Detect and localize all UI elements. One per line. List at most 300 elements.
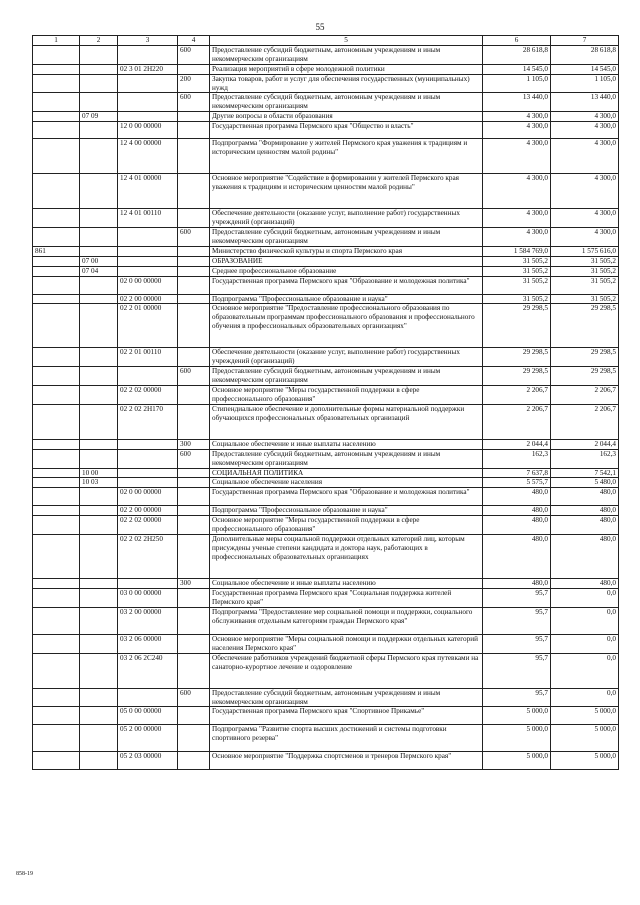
row-chapter [33, 725, 80, 752]
row-amount-2020: 29 298,5 [483, 348, 551, 367]
row-section [80, 516, 118, 535]
row-amount-2021: 14 545,0 [551, 64, 619, 74]
row-section [80, 45, 118, 64]
row-amount-2021: 0,0 [551, 607, 619, 634]
row-description: Дополнительные меры социальной поддержки отдельных категорий лиц, которым присуждены ученые степени кандидата и доктора наук, работающих в профессиональных образовательных организациях [210, 535, 483, 579]
row-amount-2020: 13 440,0 [483, 93, 551, 112]
table-row [33, 276, 619, 294]
row-chapter [33, 579, 80, 589]
table-row [33, 688, 619, 707]
row-amount-2021: 4 300,0 [551, 227, 619, 246]
row-section [80, 304, 118, 348]
row-expense-type [178, 634, 210, 653]
row-amount-2021: 2 206,7 [551, 386, 619, 405]
row-amount-2020: 31 505,2 [483, 266, 551, 276]
row-target-code [118, 74, 178, 93]
row-amount-2021: 480,0 [551, 488, 619, 506]
row-section: 07 00 [80, 256, 118, 266]
row-target-code [118, 227, 178, 246]
table-body [33, 45, 619, 770]
row-amount-2020: 1 584 769,0 [483, 246, 551, 256]
row-target-code: 03 2 00 00000 [118, 607, 178, 634]
row-description: Государственная программа Пермского края "Образование и молодежная политика" [210, 488, 483, 506]
row-expense-type [178, 64, 210, 74]
table-row [33, 64, 619, 74]
row-amount-2020: 95,7 [483, 607, 551, 634]
table-row [33, 112, 619, 122]
row-expense-type: 600 [178, 449, 210, 468]
row-description: Подпрограмма "Профессиональное образование и наука" [210, 294, 483, 304]
row-description: Социальное обеспечение и иные выплаты населению [210, 579, 483, 589]
row-amount-2021: 2 206,7 [551, 404, 619, 439]
row-section [80, 634, 118, 653]
row-description: Предоставление субсидий бюджетным, автономным учреждениям и иным некоммерческим организациям [210, 449, 483, 468]
row-amount-2020: 95,7 [483, 653, 551, 688]
row-expense-type: 600 [178, 227, 210, 246]
row-chapter [33, 266, 80, 276]
table-row [33, 752, 619, 770]
row-target-code: 03 0 00 00000 [118, 589, 178, 608]
row-expense-type: 300 [178, 439, 210, 449]
row-amount-2020: 7 637,8 [483, 468, 551, 478]
row-section [80, 209, 118, 228]
row-expense-type [178, 266, 210, 276]
row-target-code: 02 0 00 00000 [118, 488, 178, 506]
row-target-code: 05 2 00 00000 [118, 725, 178, 752]
table-row [33, 367, 619, 386]
row-chapter [33, 227, 80, 246]
row-section [80, 488, 118, 506]
row-amount-2021: 480,0 [551, 579, 619, 589]
row-amount-2020: 95,7 [483, 634, 551, 653]
row-expense-type [178, 174, 210, 209]
row-expense-type [178, 294, 210, 304]
row-chapter [33, 112, 80, 122]
header-col-5: 5 [210, 36, 483, 46]
row-amount-2021: 31 505,2 [551, 266, 619, 276]
row-section [80, 579, 118, 589]
row-section [80, 74, 118, 93]
row-target-code: 02 2 02 00000 [118, 516, 178, 535]
row-chapter [33, 139, 80, 174]
table-row [33, 74, 619, 93]
row-chapter [33, 607, 80, 634]
row-amount-2020: 5 000,0 [483, 752, 551, 770]
row-section [80, 174, 118, 209]
row-amount-2021: 1 105,0 [551, 74, 619, 93]
row-amount-2021: 29 298,5 [551, 348, 619, 367]
row-chapter [33, 256, 80, 266]
row-amount-2020: 31 505,2 [483, 294, 551, 304]
row-expense-type [178, 246, 210, 256]
row-expense-type [178, 478, 210, 488]
row-amount-2020: 480,0 [483, 535, 551, 579]
row-amount-2021: 5 000,0 [551, 707, 619, 725]
table-row [33, 93, 619, 112]
row-target-code: 02 3 01 2Н220 [118, 64, 178, 74]
row-section [80, 64, 118, 74]
row-section [80, 607, 118, 634]
row-target-code [118, 439, 178, 449]
row-amount-2021: 5 000,0 [551, 752, 619, 770]
table-row [33, 174, 619, 209]
row-chapter [33, 535, 80, 579]
row-expense-type [178, 516, 210, 535]
row-expense-type [178, 112, 210, 122]
table-row [33, 209, 619, 228]
row-amount-2020: 29 298,5 [483, 304, 551, 348]
row-description: Подпрограмма "Формирование у жителей Пермского края уважения к традициям и историческим ценностям малой родины" [210, 139, 483, 174]
row-amount-2021: 4 300,0 [551, 122, 619, 139]
row-chapter [33, 404, 80, 439]
row-description: Подпрограмма "Профессиональное образование и наука" [210, 506, 483, 516]
row-amount-2021: 5 480,0 [551, 478, 619, 488]
row-section [80, 404, 118, 439]
row-target-code: 02 2 01 00110 [118, 348, 178, 367]
row-section [80, 386, 118, 405]
row-expense-type [178, 506, 210, 516]
row-description: Основное мероприятие "Предоставление профессионального образования по образовательным программам профессионального образования и профессионального обучения в профессиональных образовательных организациях" [210, 304, 483, 348]
row-section [80, 122, 118, 139]
row-expense-type [178, 653, 210, 688]
table-row [33, 653, 619, 688]
row-section [80, 449, 118, 468]
row-section [80, 348, 118, 367]
row-target-code [118, 468, 178, 478]
row-amount-2020: 480,0 [483, 516, 551, 535]
row-amount-2021: 13 440,0 [551, 93, 619, 112]
footer-code: 858-19 [16, 871, 33, 877]
row-section [80, 139, 118, 174]
row-section [80, 93, 118, 112]
row-description: Закупка товаров, работ и услуг для обеспечения государственных (муниципальных) нужд [210, 74, 483, 93]
header-col-6: 6 [483, 36, 551, 46]
row-amount-2020: 1 105,0 [483, 74, 551, 93]
table-row [33, 589, 619, 608]
row-amount-2021: 29 298,5 [551, 367, 619, 386]
row-expense-type [178, 607, 210, 634]
table-row [33, 506, 619, 516]
table-row [33, 579, 619, 589]
row-expense-type [178, 752, 210, 770]
row-description: Предоставление субсидий бюджетным, автономным учреждениям и иным некоммерческим организациям [210, 45, 483, 64]
row-description: Подпрограмма "Развитие спорта высших достижений и системы подготовки спортивного резерва" [210, 725, 483, 752]
row-description: Обеспечение деятельности (оказание услуг, выполнение работ) государственных учреждений (организаций) [210, 209, 483, 228]
row-amount-2020: 5 000,0 [483, 725, 551, 752]
row-chapter [33, 122, 80, 139]
row-section [80, 707, 118, 725]
row-expense-type: 600 [178, 93, 210, 112]
row-target-code: 03 2 06 2С240 [118, 653, 178, 688]
row-expense-type: 300 [178, 579, 210, 589]
row-amount-2021: 31 505,2 [551, 256, 619, 266]
row-amount-2020: 2 206,7 [483, 386, 551, 405]
row-description: Государственная программа Пермского края "Общество и власть" [210, 122, 483, 139]
row-chapter [33, 707, 80, 725]
table-row [33, 294, 619, 304]
row-target-code: 12 4 00 00000 [118, 139, 178, 174]
row-amount-2021: 31 505,2 [551, 276, 619, 294]
row-chapter [33, 209, 80, 228]
row-expense-type [178, 535, 210, 579]
row-chapter [33, 386, 80, 405]
row-chapter [33, 174, 80, 209]
table-row [33, 607, 619, 634]
row-description: Другие вопросы в области образования [210, 112, 483, 122]
table-row [33, 266, 619, 276]
row-section [80, 752, 118, 770]
table-row [33, 439, 619, 449]
row-description: Предоставление субсидий бюджетным, автономным учреждениям и иным некоммерческим организациям [210, 227, 483, 246]
row-expense-type [178, 404, 210, 439]
table-row [33, 488, 619, 506]
row-target-code: 12 4 01 00000 [118, 174, 178, 209]
row-target-code [118, 45, 178, 64]
row-chapter [33, 752, 80, 770]
budget-table [32, 35, 619, 770]
row-amount-2021: 162,3 [551, 449, 619, 468]
row-target-code: 02 2 02 2Н250 [118, 535, 178, 579]
row-chapter [33, 93, 80, 112]
row-target-code: 02 2 00 00000 [118, 294, 178, 304]
row-amount-2021: 4 300,0 [551, 174, 619, 209]
row-target-code [118, 256, 178, 266]
row-description: Предоставление субсидий бюджетным, автономным учреждениям и иным некоммерческим организациям [210, 688, 483, 707]
row-amount-2020: 31 505,2 [483, 276, 551, 294]
row-amount-2021: 1 575 616,0 [551, 246, 619, 256]
row-chapter [33, 74, 80, 93]
header-col-1: 1 [33, 36, 80, 46]
header-col-2: 2 [80, 36, 118, 46]
row-expense-type [178, 707, 210, 725]
row-description: Среднее профессиональное образование [210, 266, 483, 276]
table-row [33, 139, 619, 174]
row-target-code: 02 2 01 00000 [118, 304, 178, 348]
row-section [80, 589, 118, 608]
row-chapter [33, 367, 80, 386]
row-description: Основное мероприятие "Меры государственной поддержки в сфере профессионального образования" [210, 516, 483, 535]
row-expense-type [178, 276, 210, 294]
row-amount-2020: 2 206,7 [483, 404, 551, 439]
row-amount-2020: 14 545,0 [483, 64, 551, 74]
row-target-code [118, 579, 178, 589]
row-amount-2021: 0,0 [551, 634, 619, 653]
table-row [33, 725, 619, 752]
row-section [80, 439, 118, 449]
row-amount-2021: 480,0 [551, 516, 619, 535]
row-description: Социальное обеспечение населения [210, 478, 483, 488]
row-amount-2020: 480,0 [483, 506, 551, 516]
row-target-code [118, 688, 178, 707]
row-section: 10 03 [80, 478, 118, 488]
row-target-code [118, 266, 178, 276]
row-expense-type: 600 [178, 45, 210, 64]
row-target-code [118, 367, 178, 386]
row-section [80, 725, 118, 752]
table-row [33, 478, 619, 488]
row-description: Предоставление субсидий бюджетным, автономным учреждениям и иным некоммерческим организациям [210, 367, 483, 386]
row-section [80, 367, 118, 386]
table-row [33, 256, 619, 266]
row-target-code: 12 4 01 00110 [118, 209, 178, 228]
row-chapter [33, 294, 80, 304]
row-description: Государственная программа Пермского края "Образование и молодежная политика" [210, 276, 483, 294]
row-expense-type [178, 488, 210, 506]
row-section [80, 246, 118, 256]
row-chapter [33, 439, 80, 449]
row-amount-2020: 95,7 [483, 589, 551, 608]
row-amount-2020: 480,0 [483, 488, 551, 506]
row-target-code [118, 112, 178, 122]
row-description: Министерство физической культуры и спорта Пермского края [210, 246, 483, 256]
row-section: 07 04 [80, 266, 118, 276]
row-expense-type [178, 122, 210, 139]
row-target-code: 03 2 06 00000 [118, 634, 178, 653]
row-target-code: 05 0 00 00000 [118, 707, 178, 725]
row-chapter [33, 653, 80, 688]
table-row [33, 634, 619, 653]
row-amount-2021: 0,0 [551, 653, 619, 688]
row-amount-2020: 4 300,0 [483, 139, 551, 174]
table-row [33, 449, 619, 468]
row-amount-2020: 5 575,7 [483, 478, 551, 488]
row-target-code: 02 0 00 00000 [118, 276, 178, 294]
row-chapter [33, 506, 80, 516]
row-amount-2021: 28 618,8 [551, 45, 619, 64]
row-target-code: 02 2 00 00000 [118, 506, 178, 516]
row-description: Обеспечение деятельности (оказание услуг, выполнение работ) государственных учреждений (организаций) [210, 348, 483, 367]
row-section: 10 00 [80, 468, 118, 478]
row-chapter [33, 348, 80, 367]
row-chapter [33, 488, 80, 506]
row-section [80, 294, 118, 304]
table-row [33, 45, 619, 64]
row-amount-2021: 2 044,4 [551, 439, 619, 449]
row-target-code: 02 2 02 00000 [118, 386, 178, 405]
table-header-row [33, 36, 619, 46]
table-row [33, 348, 619, 367]
row-amount-2020: 2 044,4 [483, 439, 551, 449]
row-target-code: 05 2 03 00000 [118, 752, 178, 770]
row-chapter [33, 634, 80, 653]
row-description: Стипендиальное обеспечение и дополнительные формы материальной поддержки обучающихся профессиональных образовательных организаций [210, 404, 483, 439]
row-description: СОЦИАЛЬНАЯ ПОЛИТИКА [210, 468, 483, 478]
row-amount-2021: 0,0 [551, 688, 619, 707]
row-amount-2020: 4 300,0 [483, 209, 551, 228]
row-expense-type [178, 468, 210, 478]
row-section [80, 227, 118, 246]
row-expense-type [178, 589, 210, 608]
row-description: Основное мероприятие "Меры государственной поддержки в сфере профессионального образования" [210, 386, 483, 405]
row-chapter [33, 468, 80, 478]
row-description: Предоставление субсидий бюджетным, автономным учреждениям и иным некоммерческим организациям [210, 93, 483, 112]
table-row [33, 707, 619, 725]
row-target-code [118, 478, 178, 488]
table-row [33, 535, 619, 579]
row-section [80, 688, 118, 707]
header-col-3: 3 [118, 36, 178, 46]
row-expense-type [178, 209, 210, 228]
row-target-code [118, 246, 178, 256]
row-amount-2021: 7 542,1 [551, 468, 619, 478]
row-chapter [33, 688, 80, 707]
row-amount-2020: 162,3 [483, 449, 551, 468]
table-row [33, 246, 619, 256]
row-description: Подпрограмма "Предоставление мер социальной помощи и поддержки, социального обслуживания отдельным категориям граждан Пермского края" [210, 607, 483, 634]
row-description: Обеспечение работников учреждений бюджетной сферы Пермского края путевками на санаторно-курортное лечение и оздоровление [210, 653, 483, 688]
row-description: Государственная программа Пермского края "Социальная поддержка жителей Пермского края" [210, 589, 483, 608]
row-amount-2021: 480,0 [551, 506, 619, 516]
row-amount-2021: 4 300,0 [551, 112, 619, 122]
row-expense-type: 600 [178, 688, 210, 707]
row-description: Государственная программа Пермского края "Спортивное Прикамье" [210, 707, 483, 725]
row-chapter [33, 64, 80, 74]
row-chapter [33, 449, 80, 468]
row-target-code [118, 93, 178, 112]
row-expense-type: 600 [178, 367, 210, 386]
row-amount-2020: 29 298,5 [483, 367, 551, 386]
row-amount-2020: 480,0 [483, 579, 551, 589]
row-section [80, 653, 118, 688]
row-chapter [33, 304, 80, 348]
row-amount-2021: 5 000,0 [551, 725, 619, 752]
row-description: ОБРАЗОВАНИЕ [210, 256, 483, 266]
page-number: 55 [315, 22, 325, 32]
row-description: Социальное обеспечение и иные выплаты населению [210, 439, 483, 449]
row-expense-type [178, 256, 210, 266]
header-col-7: 7 [551, 36, 619, 46]
header-col-4: 4 [178, 36, 210, 46]
table-row [33, 227, 619, 246]
row-expense-type [178, 386, 210, 405]
row-amount-2021: 31 505,2 [551, 294, 619, 304]
row-amount-2020: 4 300,0 [483, 112, 551, 122]
row-expense-type [178, 348, 210, 367]
row-amount-2020: 31 505,2 [483, 256, 551, 266]
row-amount-2020: 4 300,0 [483, 122, 551, 139]
row-chapter [33, 589, 80, 608]
row-amount-2021: 4 300,0 [551, 209, 619, 228]
table-row [33, 404, 619, 439]
row-section [80, 506, 118, 516]
row-amount-2021: 480,0 [551, 535, 619, 579]
row-description: Основное мероприятие "Содействие в формировании у жителей Пермского края уважения к традициям и историческим ценностям малой родины" [210, 174, 483, 209]
row-description: Основное мероприятие "Меры социальной помощи и поддержки отдельных категорий населения Пермского края" [210, 634, 483, 653]
row-chapter [33, 516, 80, 535]
row-target-code [118, 449, 178, 468]
row-description: Основное мероприятие "Поддержка спортсменов и тренеров Пермского края" [210, 752, 483, 770]
row-expense-type [178, 139, 210, 174]
row-chapter [33, 45, 80, 64]
table-row [33, 468, 619, 478]
row-chapter [33, 276, 80, 294]
table-row [33, 386, 619, 405]
row-chapter [33, 478, 80, 488]
row-section [80, 276, 118, 294]
table-row [33, 304, 619, 348]
row-amount-2021: 0,0 [551, 589, 619, 608]
row-amount-2021: 29 298,5 [551, 304, 619, 348]
table-row [33, 122, 619, 139]
row-expense-type [178, 725, 210, 752]
row-target-code: 02 2 02 2Н170 [118, 404, 178, 439]
row-description: Реализация мероприятий в сфере молодежной политики [210, 64, 483, 74]
row-expense-type [178, 304, 210, 348]
row-chapter: 861 [33, 246, 80, 256]
row-target-code: 12 0 00 00000 [118, 122, 178, 139]
row-expense-type: 200 [178, 74, 210, 93]
row-amount-2020: 4 300,0 [483, 227, 551, 246]
